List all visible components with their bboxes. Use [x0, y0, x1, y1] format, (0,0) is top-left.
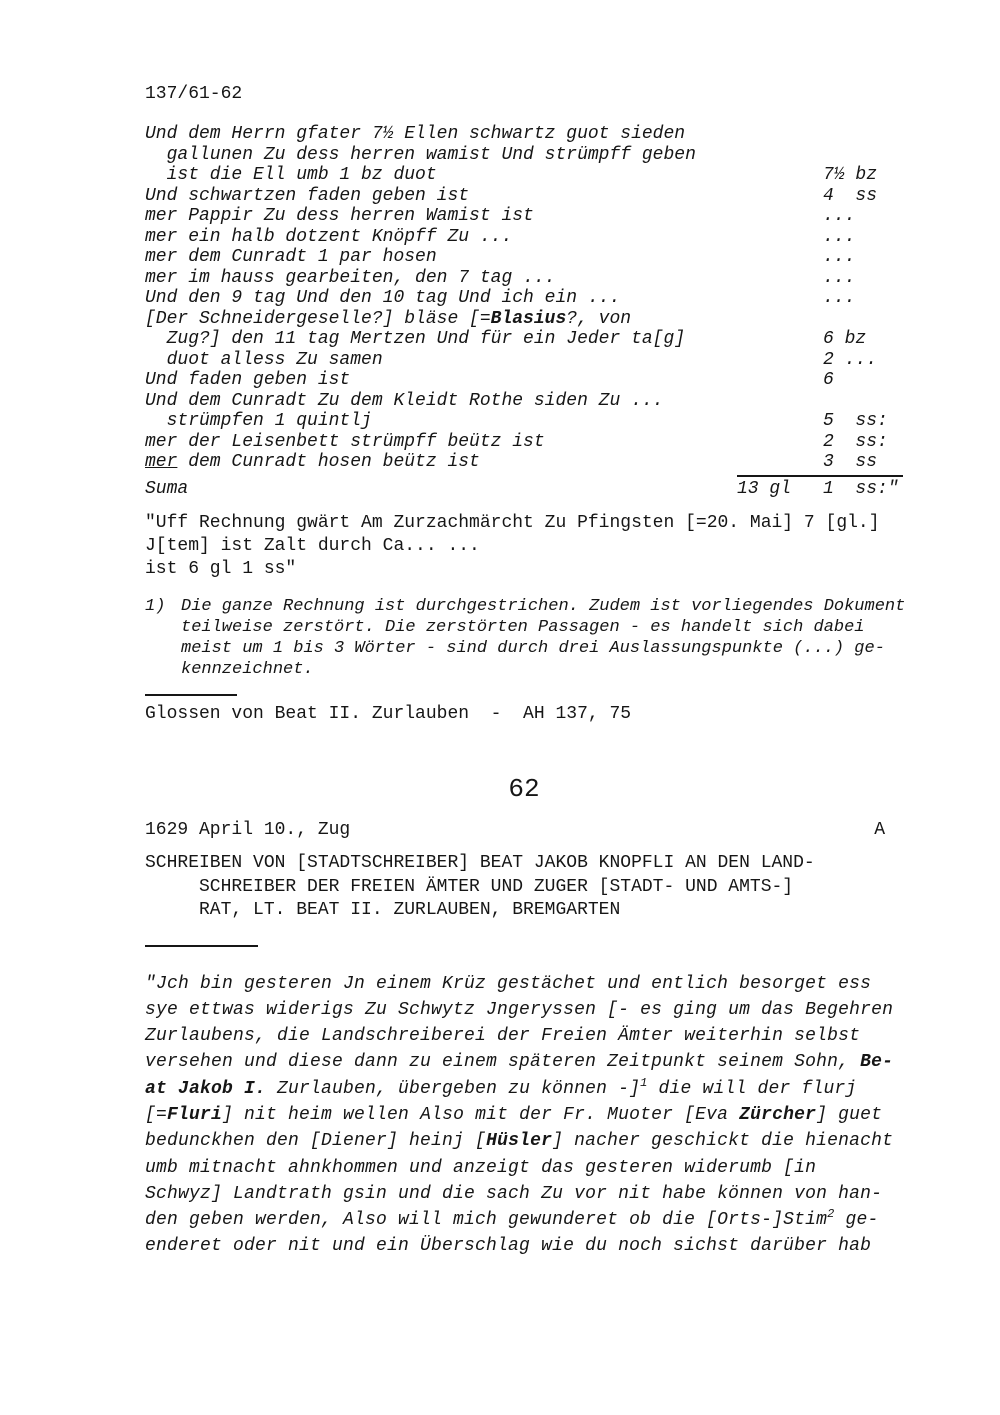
account-row-text: Und faden geben ist: [145, 370, 351, 390]
account-row-gl: [737, 165, 823, 186]
account-row-text: [Der Schneidergeselle?] bläse [=Blasius?, von: [145, 308, 632, 329]
page-ref: 137/61-62: [145, 84, 243, 104]
account-row: [145, 350, 903, 371]
account-row-amount: [823, 124, 903, 145]
account-row-gl: [737, 247, 823, 268]
account-row-text: ist die Ell umb 1 bz duot: [145, 165, 437, 185]
account-row-amount: ...: [823, 226, 856, 247]
letter-line: at Jakob I. Zurlauben, übergeben zu können -]$^1$ die will der flurj: [145, 1075, 857, 1099]
letter-line: Schwyz] Landtrath gsin und die sach Zu vor nit habe können von han-: [145, 1183, 883, 1204]
quote-block: [145, 512, 903, 581]
account-row-text: gallunen Zu dess herren wamist Und strümpff geben: [145, 144, 696, 165]
letter-line: versehen und diese dann zu einem späteren Zeitpunkt seinem Sohn, Be-: [145, 1052, 894, 1073]
dateline-date: 1629 April 10., Zug: [145, 820, 351, 840]
account-row: [145, 288, 903, 309]
gloss-line: Glossen von Beat II. Zurlauben - AH 137, 75: [145, 704, 632, 724]
account-row: [145, 145, 903, 166]
account-row-amount: 6: [823, 370, 834, 390]
account-row-text: mer Pappir Zu dess herren Wamist ist: [145, 206, 534, 226]
account-row-gl: [737, 432, 823, 453]
account-row: [145, 165, 903, 186]
letter-line: "Jch bin gesteren Jn einem Krüz gestächet und entlich besorget ess: [145, 973, 872, 994]
account-row-amount: ...: [823, 247, 856, 267]
sum-ss-value: 1 ss:": [823, 478, 899, 499]
account-row-gl: [737, 452, 823, 473]
account-row-gl: [737, 206, 823, 227]
letter-text: [145, 971, 903, 1260]
dateline-marker: A: [874, 820, 885, 840]
account-row-amount: [823, 145, 903, 166]
account-row-gl: [737, 124, 823, 145]
account-row-gl: [737, 288, 823, 309]
account-row-text: Und dem Herrn gfater 7½ Ellen schwartz guot sieden: [145, 124, 686, 144]
account-row: [145, 186, 903, 207]
account-row-gl: [737, 186, 823, 207]
heading-line: SCHREIBER DER FREIEN ÄMTER UND ZUGER [STADT- UND AMTS-]: [145, 876, 794, 897]
account-row-gl: [737, 329, 823, 350]
account-row-amount: 5 ss:: [823, 411, 888, 431]
account-row: [145, 452, 903, 473]
letter-line: Zurlaubens, die Landschreiberei der Freien Ämter weiterhin selbst: [145, 1026, 861, 1047]
account-row-gl: [737, 227, 823, 248]
account-row-amount: 7½ bz: [823, 165, 878, 185]
separator-rule: [145, 694, 237, 696]
account-row: [145, 432, 903, 453]
account-sum-row: [145, 479, 903, 500]
letter-line: umb mitnacht ahnkhommen und anzeigt das gesteren widerumb [in: [145, 1157, 817, 1178]
account-row-text: Und dem Cunradt Zu dem Kleidt Rothe siden Zu ...: [145, 390, 664, 411]
entry-number: 62: [508, 774, 540, 804]
account-row-text: mer dem Cunradt hosen beütz ist: [145, 452, 480, 472]
account-row: [145, 124, 903, 145]
footnote-line: teilweise zerstört. Die zerstörten Passagen - es handelt sich dabei: [181, 618, 865, 637]
heading-line: RAT, LT. BEAT II. ZURLAUBEN, BREMGARTEN: [145, 900, 621, 920]
dateline: [145, 820, 903, 840]
footnote: [145, 596, 906, 680]
account-row-amount: 4 ss: [823, 185, 878, 206]
account-row-amount: 2 ...: [823, 349, 878, 370]
document-heading: [145, 852, 903, 923]
account-rows: [145, 124, 903, 473]
account-row-text: mer dem Cunradt 1 par hosen: [145, 247, 437, 267]
sum-gl-value: 13 gl: [737, 478, 792, 499]
letter-line: enderet oder nit und ein Überschlag wie du noch sichst darüber hab: [145, 1236, 872, 1257]
account-row-gl: [737, 145, 823, 166]
account-row-gl: [737, 411, 823, 432]
account-row-amount: 6 bz: [823, 329, 867, 349]
account-row-text: Und den 9 tag Und den 10 tag Und ich ein ...: [145, 288, 621, 308]
account-row: [145, 227, 903, 248]
footnote-text: [181, 596, 905, 680]
account-row-amount: 2 ss:: [823, 431, 888, 452]
quote-line: "Uff Rechnung gwärt Am Zurzachmärcht Zu Pfingsten [=20. Mai] 7 [gl.]: [145, 513, 880, 533]
account-row: [145, 247, 903, 268]
account-row: [145, 268, 903, 289]
account-row-amount: ...: [823, 267, 856, 288]
letter-line: den geben werden, Also will mich gewunderet ob die [Orts-]Stim$^2$ ge-: [145, 1207, 879, 1231]
letter-line: bedunckhen den [Diener] heinj [Hüsler] nacher geschickt die hienacht: [145, 1131, 894, 1152]
account-row-text: Zug?] den 11 tag Mertzen Und für ein Jeder ta[g]: [145, 329, 686, 349]
quote-line: J[tem] ist Zalt durch Ca... ...: [145, 536, 480, 556]
account-row-text: strümpfen 1 quintlj: [145, 411, 372, 431]
account-row-text: mer im hauss gearbeiten, den 7 tag ...: [145, 267, 556, 288]
account-row-amount: ...: [823, 288, 856, 308]
account-row-gl: [737, 350, 823, 371]
account-row: [145, 206, 903, 227]
letter-line: sye ettwas widerigs Zu Schwytz Jngeryssen [- es ging um das Begehren: [145, 999, 894, 1020]
footnote-line: Die ganze Rechnung ist durchgestrichen. Zudem ist vorliegendes Dokument: [181, 597, 906, 616]
account-row-gl: [737, 391, 823, 412]
account-row-text: duot alless Zu samen: [145, 349, 383, 370]
account-row: [145, 370, 903, 391]
account-row-text: mer ein halb dotzent Knöpff Zu ...: [145, 226, 513, 247]
account-row-amount: 3 ss: [823, 452, 878, 472]
footnote-marker: 1): [145, 597, 166, 616]
account-row: [145, 329, 903, 350]
account-row-amount: [823, 391, 903, 412]
account-row-text: mer der Leisenbett strümpff beütz ist: [145, 431, 545, 452]
account-row: [145, 411, 903, 432]
quote-line: ist 6 gl 1 ss": [145, 559, 297, 579]
sum-label: Suma: [145, 478, 189, 499]
account-row-gl: [737, 309, 823, 330]
account-row: [145, 309, 903, 330]
heading-line: SCHREIBEN VON [STADTSCHREIBER] BEAT JAKOB KNOPFLI AN DEN LAND-: [145, 853, 815, 873]
account-row: [145, 391, 903, 412]
account-table: [145, 124, 903, 499]
sum-rule: [737, 475, 903, 477]
letter-line: [=Fluri] nit heim wellen Also mit der Fr. Muoter [Eva Zürcher] guet: [145, 1104, 883, 1125]
footnote-line: kennzeichnet.: [181, 660, 314, 679]
separator-rule-2: [145, 945, 258, 947]
account-row-gl: [737, 370, 823, 391]
account-row-amount: [823, 309, 903, 330]
footnote-line: meist um 1 bis 3 Wörter - sind durch drei Auslassungspunkte (...) ge-: [181, 639, 885, 658]
account-row-text: Und schwartzen faden geben ist: [145, 185, 470, 206]
account-row-amount: ...: [823, 206, 856, 226]
account-row-gl: [737, 268, 823, 289]
